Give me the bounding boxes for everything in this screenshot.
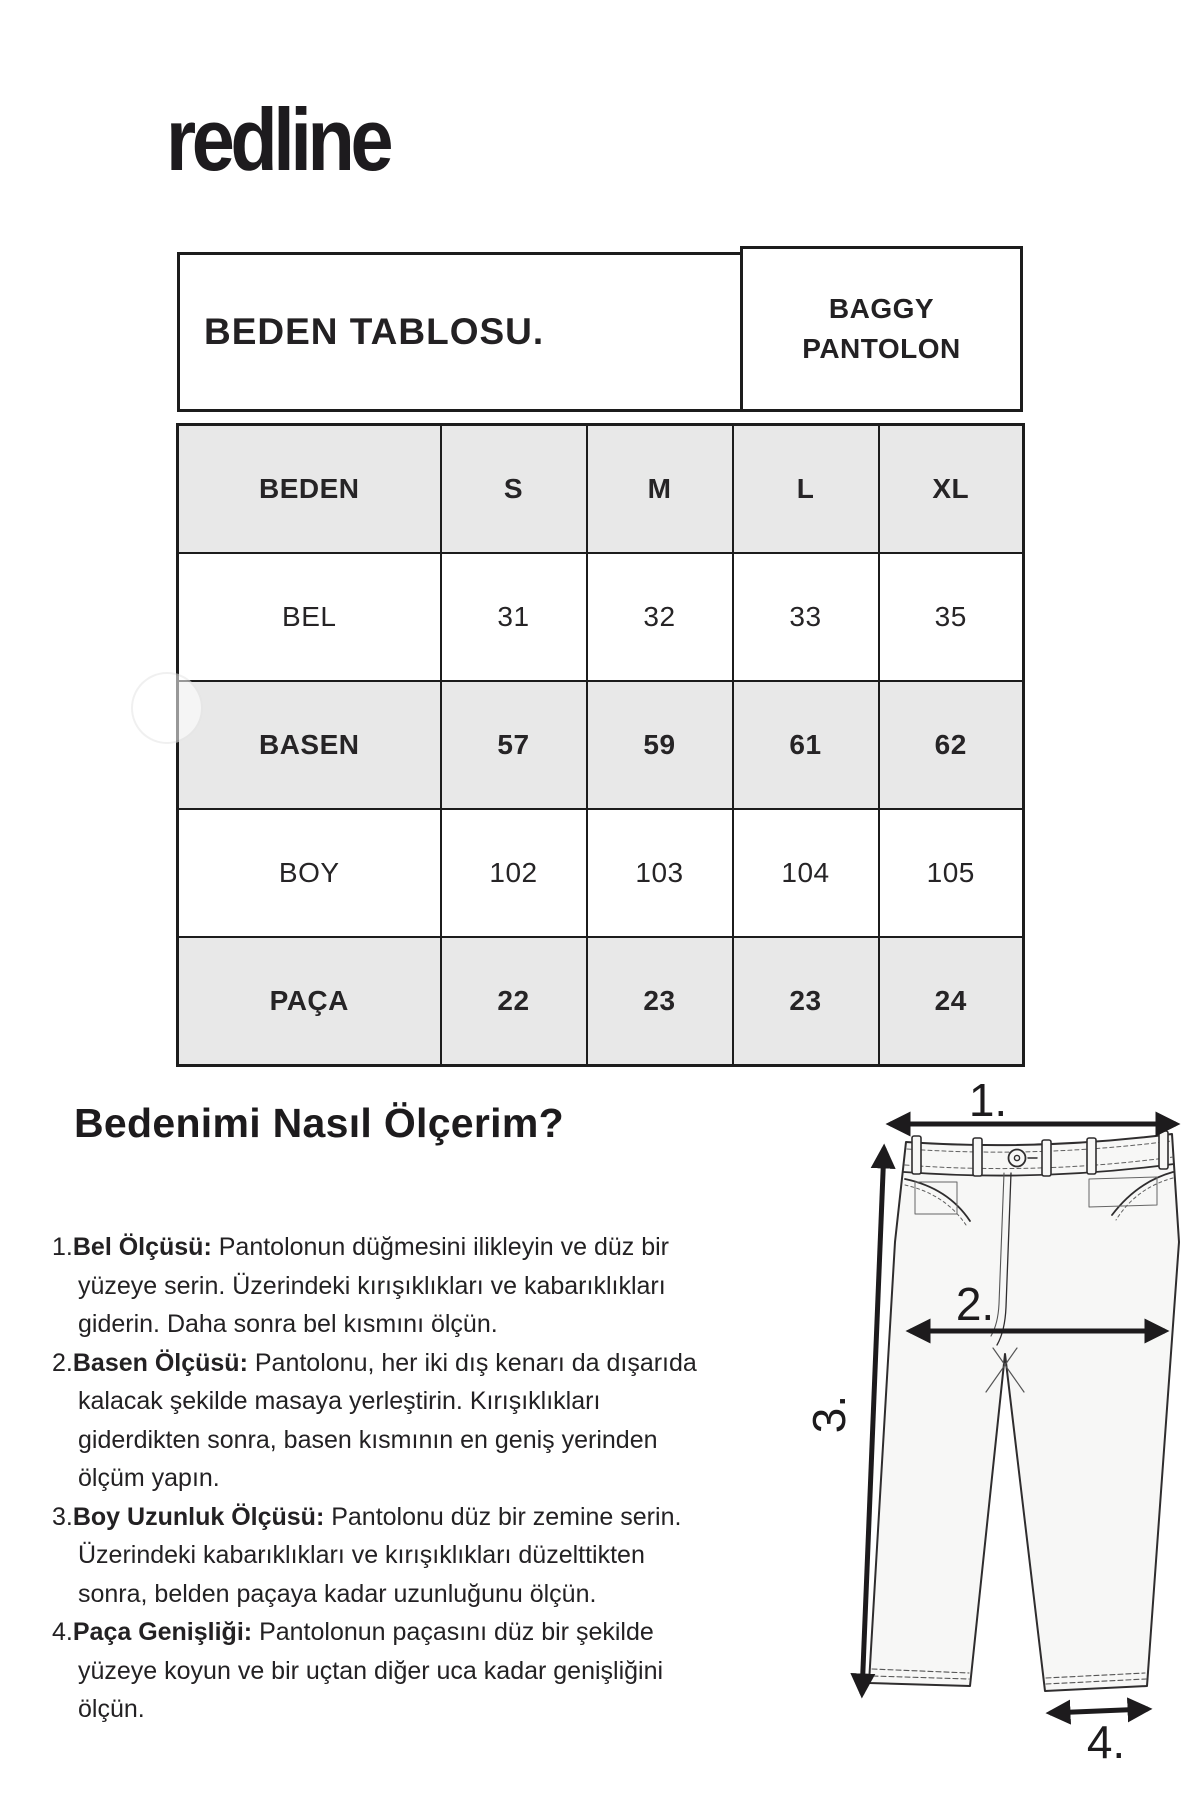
measure-item-basen xyxy=(52,1344,716,1498)
size-table-title-box xyxy=(177,252,754,412)
pants-sketch xyxy=(869,1131,1179,1691)
item-label: Bel Ölçüsü: xyxy=(72,1233,212,1261)
cell-bel-s: 31 xyxy=(441,553,587,681)
item-text: Pantolonun paçasını düz bir şekilde yüzeye koyun ve bir uçtan diğer uca kadar genişliğini ölçün. xyxy=(78,1618,664,1723)
hem-measure-arrow xyxy=(1050,1709,1148,1713)
measure-instructions-list xyxy=(52,1228,716,1729)
header-cell-beden: BEDEN xyxy=(178,425,441,554)
row-label-paca: PAÇA xyxy=(178,937,441,1066)
item-number: 1. xyxy=(52,1233,73,1261)
row-label-boy: BOY xyxy=(178,809,441,937)
measure-heading: Bedenimi Nasıl Ölçerim? xyxy=(74,1100,564,1146)
brand-logo: redline xyxy=(166,90,390,189)
item-label: Boy Uzunluk Ölçüsü: xyxy=(72,1502,325,1531)
watermark-circle xyxy=(131,672,203,744)
table-row-bel xyxy=(178,553,1024,681)
cell-basen-s: 57 xyxy=(441,681,587,809)
cell-boy-s: 102 xyxy=(441,809,587,937)
item-number: 4. xyxy=(52,1618,73,1646)
row-label-bel: BEL xyxy=(178,553,441,681)
size-table-title: BEDEN TABLOSU. xyxy=(204,311,545,352)
cell-basen-xl: 62 xyxy=(879,681,1024,809)
cell-basen-l: 61 xyxy=(733,681,879,809)
hem-arrow-label: 4. xyxy=(1086,1716,1126,1768)
size-table-header-row xyxy=(178,425,1024,554)
row-label-basen: BASEN xyxy=(178,681,441,809)
item-label: Basen Ölçüsü: xyxy=(72,1348,248,1377)
cell-bel-xl: 35 xyxy=(879,553,1024,681)
pants-outline xyxy=(869,1134,1179,1691)
size-table xyxy=(176,423,1025,1067)
cell-paca-l: 23 xyxy=(733,937,879,1066)
pants-measure-diagram xyxy=(755,1072,1185,1792)
measure-item-paca xyxy=(52,1613,716,1729)
header-cell-l: L xyxy=(733,425,879,554)
product-name-line1: BAGGY xyxy=(828,293,935,324)
waist-button xyxy=(1009,1150,1026,1167)
item-text: Pantolonun düğmesini ilikleyin ve düz bir yüzeye serin. Üzerindeki kırışıklıkları ve kabarıklıkları giderin. Daha sonra bel kısmını ölçün. xyxy=(78,1233,669,1338)
waist-arrow-label: 1. xyxy=(968,1074,1008,1126)
cell-bel-l: 33 xyxy=(733,553,879,681)
header-cell-xl: XL xyxy=(879,425,1024,554)
table-row-basen xyxy=(178,681,1024,809)
product-name-line2: PANTOLON xyxy=(802,333,961,364)
hip-arrow-label: 2. xyxy=(955,1278,995,1330)
header-cell-s: S xyxy=(441,425,587,554)
product-name-box xyxy=(740,246,1023,412)
item-text: Pantolonu düz bir zemine serin. Üzerindeki kabarıklıkları ve kırışıklıkları düzelttikten sonra, belden paçaya kadar uzunluğunu ölçün. xyxy=(78,1502,682,1608)
header-cell-m: M xyxy=(587,425,733,554)
length-arrow-label: 3. xyxy=(803,1394,855,1434)
cell-paca-xl: 24 xyxy=(879,937,1024,1066)
item-number: 2. xyxy=(52,1348,73,1377)
cell-bel-m: 32 xyxy=(587,553,733,681)
table-row-paca xyxy=(178,937,1024,1066)
cell-basen-m: 59 xyxy=(587,681,733,809)
cell-boy-xl: 105 xyxy=(879,809,1024,937)
table-row-boy xyxy=(178,809,1024,937)
measure-item-bel xyxy=(52,1228,716,1344)
cell-paca-m: 23 xyxy=(587,937,733,1066)
cell-boy-l: 104 xyxy=(733,809,879,937)
item-text: Pantolonu, her iki dış kenarı da dışarıda kalacak şekilde masaya yerleştirin. Kırışıklıkları giderdikten sonra, basen kısmının en geniş yerinden ölçüm yapın. xyxy=(78,1348,697,1492)
item-label: Paça Genişliği: xyxy=(72,1618,253,1646)
item-number: 3. xyxy=(52,1502,73,1531)
measure-item-boy xyxy=(52,1498,716,1614)
cell-boy-m: 103 xyxy=(587,809,733,937)
cell-paca-s: 22 xyxy=(441,937,587,1066)
product-name xyxy=(802,289,961,369)
